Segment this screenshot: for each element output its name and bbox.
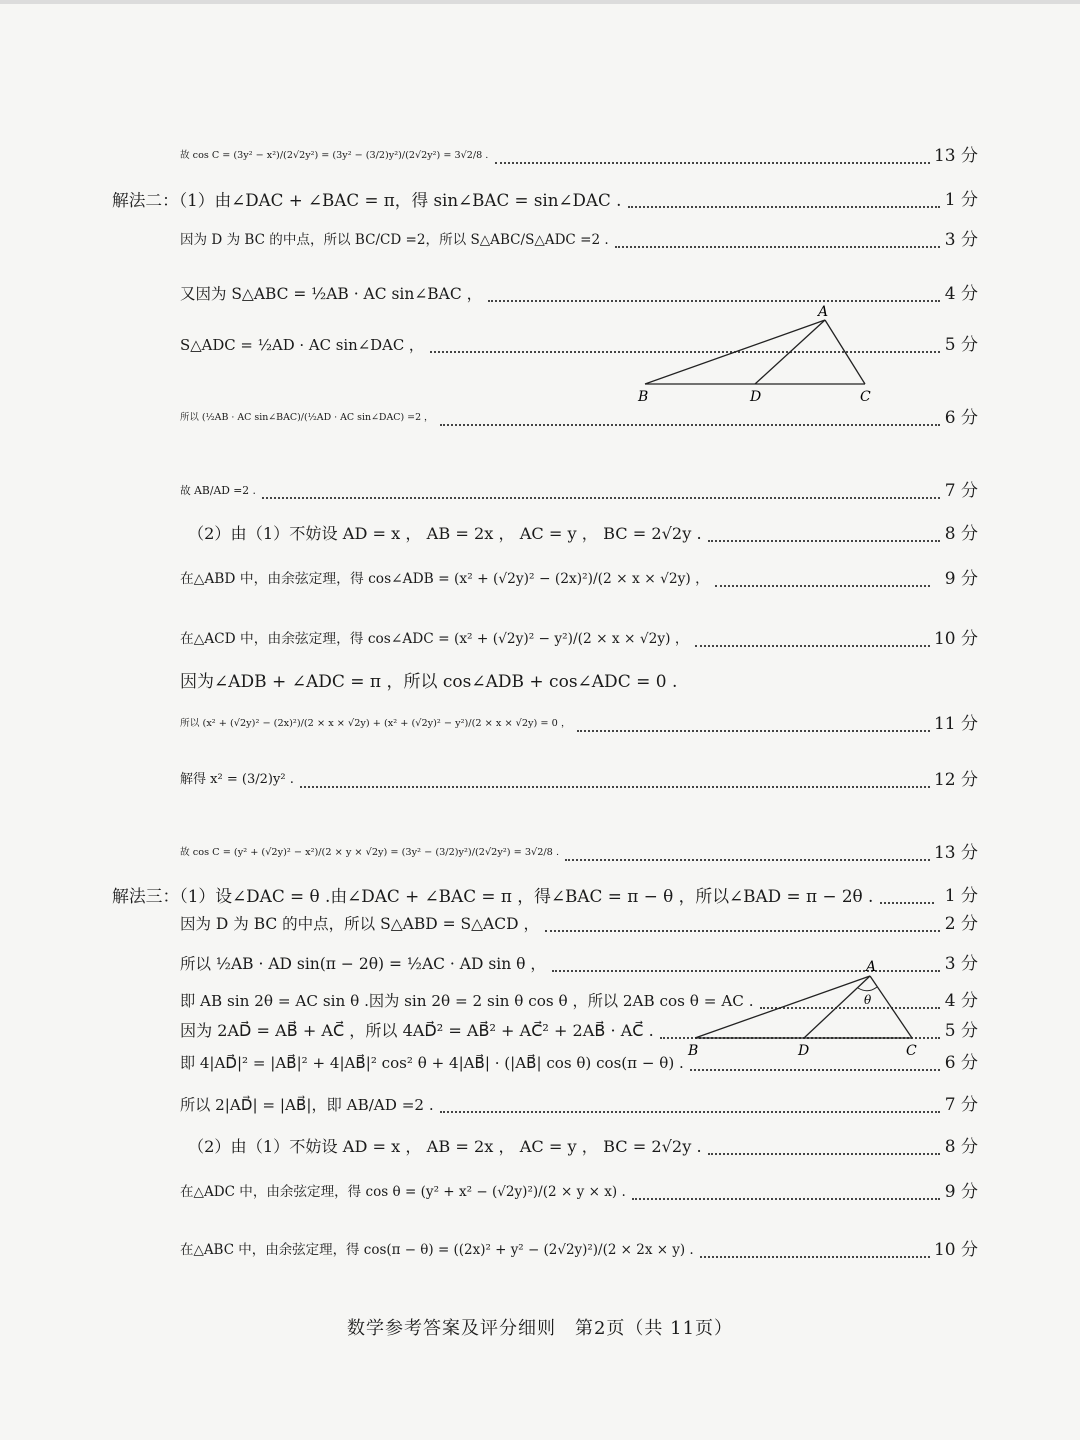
line-text: 所以 2|AD⃗| = |AB⃗|，即 AB/AD =2 . (180, 1096, 434, 1114)
vertex-label-d: D (798, 1043, 810, 1059)
score-label: 6 分 (944, 1053, 978, 1073)
score-label: 2 分 (944, 914, 978, 934)
score-label: 10 分 (933, 629, 978, 649)
leader-dots (628, 206, 940, 208)
score-label: 9 分 (944, 569, 978, 589)
score-label: 12 分 (933, 770, 978, 790)
leader-dots (300, 786, 930, 788)
vertex-label-a: A (818, 304, 829, 320)
leader-dots (715, 585, 930, 587)
line-text: 在△ADC 中，由余弦定理，得 cos θ = (y² + x² − (√2y)²)/(2 × y × x) . (180, 1184, 626, 1200)
line-text: 即 4|AD⃗|² = |AB⃗|² + 4|AB⃗|² cos² θ + 4|AB⃗| · (|AB⃗| cos θ) cos(π − θ) . (180, 1054, 684, 1072)
line-text: 解法三：（1）设∠DAC = θ .由∠DAC + ∠BAC = π ，得∠BAC = π − θ ，所以∠BAD = π − 2θ . (112, 886, 874, 906)
score-label: 9 分 (944, 1182, 978, 1202)
line-text: 故 cos C = (y² + (√2y)² − x²)/(2 × y × √2y) = (3y² − (3/2)y²)/(2√2y²) = 3√2/8 . (180, 847, 560, 858)
vertex-label-b: B (638, 389, 649, 405)
score-label: 1 分 (944, 886, 978, 906)
line-text: 所以 (½AB · AC sin∠BAC)/(½AD · AC sin∠DAC) =2 ， (180, 412, 434, 423)
line-text: 解法二：（1）由∠DAC + ∠BAC = π，得 sin∠BAC = sin∠DAC . (112, 190, 622, 210)
leader-dots (708, 1153, 940, 1155)
line-text: 因为 D 为 BC 的中点，所以 S△ABD = S△ACD ， (180, 915, 539, 933)
score-label: 7 分 (944, 1095, 978, 1115)
line-text: 在△ABC 中，由余弦定理，得 cos(π − θ) = ((2x)² + y² − (2√2y)²)/(2 × 2x × y) . (180, 1242, 694, 1258)
score-label: 6 分 (944, 408, 978, 428)
leader-dots (577, 730, 930, 732)
line-text: 解得 x² = (3/2)y² . (180, 772, 294, 787)
line-text: 因为 2AD⃗ = AB⃗ + AC⃗ ，所以 4AD⃗² = AB⃗² + AC⃗² + 2AB⃗ · AC⃗ . (180, 1021, 654, 1040)
line-text: 故 cos C = (3y² − x²)/(2√2y²) = (3y² − (3/2)y²)/(2√2y²) = 3√2/8 . (180, 150, 489, 161)
vertex-label-c: C (906, 1043, 917, 1059)
line-text: 所以 (x² + (√2y)² − (2x)²)/(2 × x × √2y) + (x² + (√2y)² − y²)/(2 × x × √2y) = 0 ， (180, 718, 571, 729)
line-text: 即 AB sin 2θ = AC sin θ .因为 sin 2θ = 2 sin θ cos θ ，所以 2AB cos θ = AC . (180, 992, 754, 1010)
page-footer: 数学参考答案及评分细则 第2页（共 11页） (346, 1318, 734, 1339)
leader-dots (695, 645, 930, 647)
top-edge (0, 0, 1080, 4)
score-label: 11 分 (933, 714, 978, 734)
leader-dots (700, 1256, 930, 1258)
leader-dots (880, 902, 934, 904)
leader-dots (565, 859, 930, 861)
line-text: 在△ABD 中，由余弦定理，得 cos∠ADB = (x² + (√2y)² − (2x)²)/(2 × x × √2y) ， (180, 571, 709, 587)
vertex-label-b: B (688, 1043, 699, 1059)
line-text: （2）由（1）不妨设 AD = x ， AB = 2x ， AC = y ， BC = 2√2y . (188, 524, 702, 543)
score-label: 8 分 (944, 524, 978, 544)
leader-dots (440, 1111, 940, 1113)
score-label: 8 分 (944, 1137, 978, 1157)
score-label: 1 分 (944, 190, 978, 210)
angle-label-theta: θ (864, 993, 872, 1007)
line-text: S△ADC = ½AD · AC sin∠DAC ， (180, 336, 424, 354)
score-label: 5 分 (944, 335, 978, 355)
score-label: 4 分 (944, 284, 978, 304)
score-label: 13 分 (933, 843, 978, 863)
line-text: 所以 ½AB · AD sin(π − 2θ) = ½AC · AD sin θ ， (180, 955, 546, 973)
leader-dots (262, 497, 940, 499)
score-label: 13 分 (933, 146, 978, 166)
vertex-label-a: A (866, 959, 877, 975)
vertex-label-c: C (860, 389, 871, 405)
triangle-figure-1 (630, 300, 890, 410)
line-text: 故 AB/AD =2 . (180, 484, 256, 497)
score-label: 10 分 (933, 1240, 978, 1260)
line-text: 又因为 S△ABC = ½AB · AC sin∠BAC ， (180, 285, 483, 303)
leader-dots (632, 1198, 940, 1200)
score-label: 3 分 (944, 954, 978, 974)
score-label: 7 分 (944, 481, 978, 501)
line-text: 因为 D 为 BC 的中点，所以 BC/CD =2，所以 S△ABC/S△ADC =2 . (180, 232, 609, 248)
line-text: 因为∠ADB + ∠ADC = π ，所以 cos∠ADB + cos∠ADC = 0 . (180, 672, 678, 692)
leader-dots (495, 162, 930, 164)
leader-dots (440, 424, 940, 426)
leader-dots (545, 930, 940, 932)
triangle-figure-2 (680, 958, 940, 1068)
leader-dots (708, 540, 940, 542)
leader-dots (690, 1069, 940, 1071)
vertex-label-d: D (750, 389, 762, 405)
score-label: 4 分 (944, 991, 978, 1011)
score-label: 5 分 (944, 1021, 978, 1041)
score-label: 3 分 (944, 230, 978, 250)
leader-dots (615, 246, 940, 248)
line-text: （2）由（1）不妨设 AD = x ， AB = 2x ， AC = y ， BC = 2√2y . (188, 1137, 702, 1156)
line-text: 在△ACD 中，由余弦定理，得 cos∠ADC = (x² + (√2y)² − y²)/(2 × x × √2y) ， (180, 631, 689, 647)
